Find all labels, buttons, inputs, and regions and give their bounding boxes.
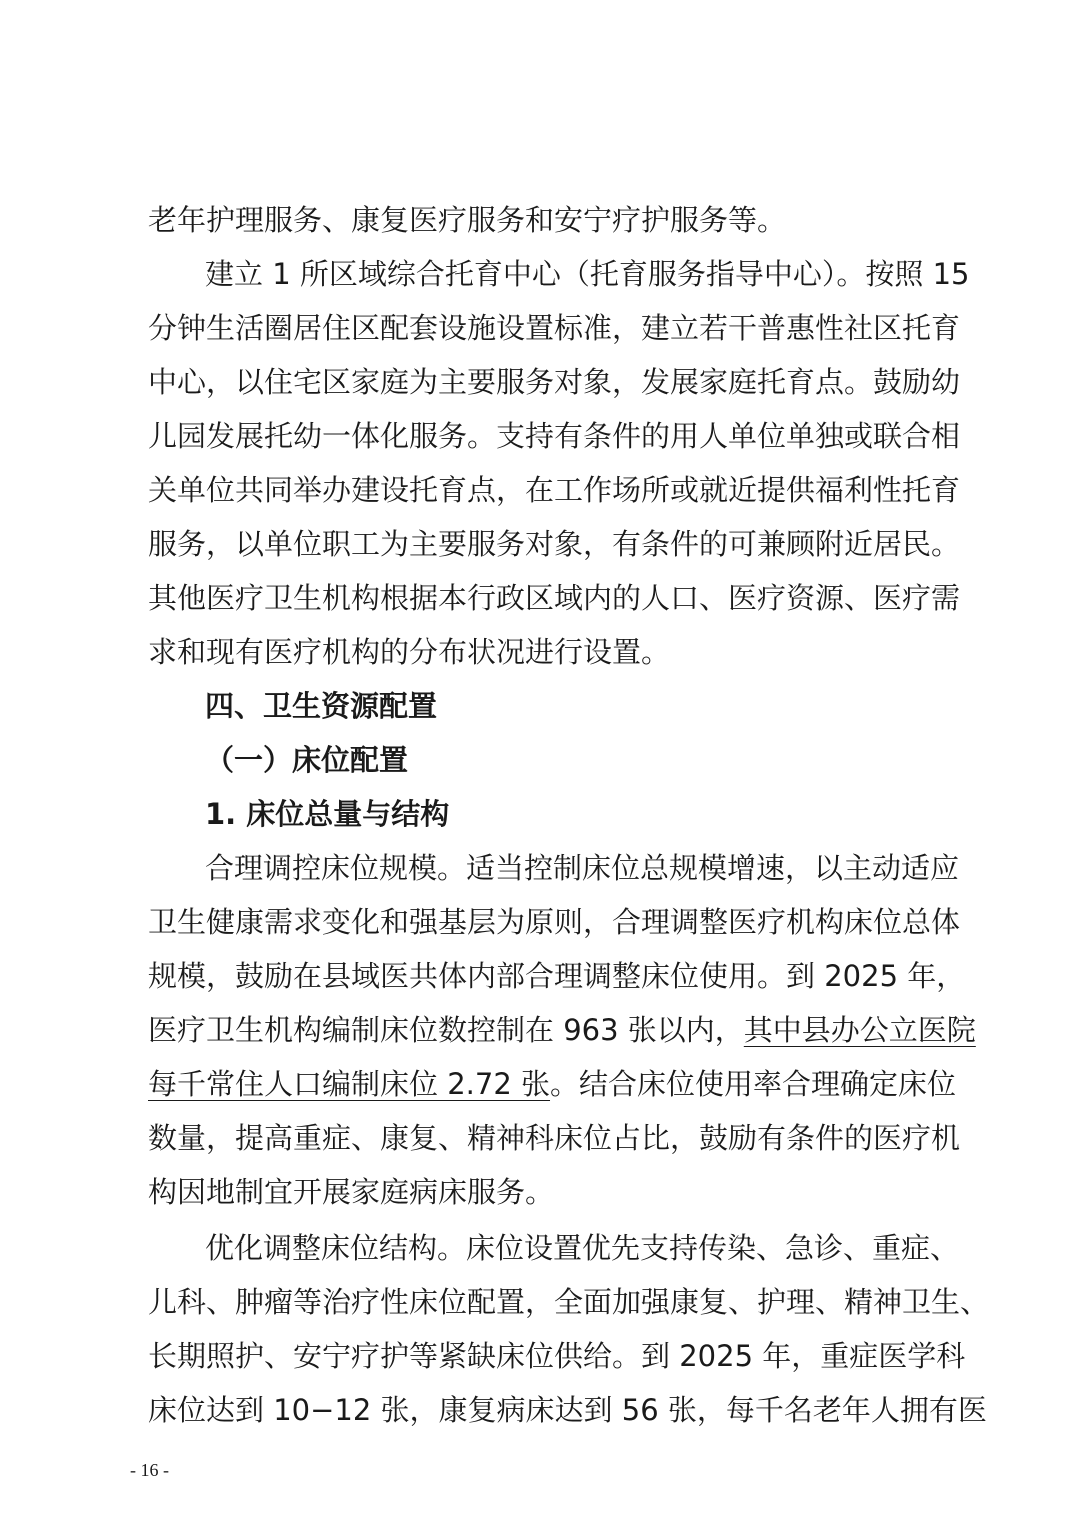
underlined-text: 其中县办公立医院 (743, 1013, 976, 1047)
line-text: 分钟生活圈居住区配套设施设置标准，建立若干普惠性社区托育 (148, 311, 961, 345)
subsection-heading (205, 738, 948, 782)
line-text: 关单位共同举办建设托育点，在工作场所或就近提供福利性托育 (148, 473, 961, 507)
paragraph-line (148, 900, 961, 944)
line-text: 中心，以住宅区家庭为主要服务对象，发展家庭托育点。鼓励幼 (148, 365, 961, 399)
paragraph-line (148, 468, 961, 512)
paragraph-line (148, 630, 948, 674)
paragraph-line (148, 576, 961, 620)
line-text: 优化调整床位结构。床位设置优先支持传染、急诊、重症、 (205, 1231, 960, 1265)
paragraph-line (148, 1170, 948, 1214)
paragraph-line (148, 414, 961, 458)
line-text: 其他医疗卫生机构根据本行政区域内的人口、医疗资源、医疗需 (148, 581, 961, 615)
paragraph-line (148, 1388, 987, 1432)
line-text: 长期照护、安宁疗护等紧缺床位供给。到 2025 年，重症医学科 (148, 1339, 966, 1373)
line-text: 合理调控床位规模。适当控制床位总规模增速，以主动适应 (205, 851, 960, 885)
paragraph-line (148, 1280, 990, 1324)
paragraph-line (148, 522, 961, 566)
paragraph-line (148, 1334, 966, 1378)
paragraph-line (148, 198, 948, 242)
line-text: 构因地制宜开展家庭病床服务。 (148, 1175, 555, 1209)
line-text: 儿科、肿瘤等治疗性床位配置，全面加强康复、护理、精神卫生、 (148, 1285, 990, 1319)
line-text: 数量，提高重症、康复、精神科床位占比，鼓励有条件的医疗机 (148, 1121, 961, 1155)
line-text: 儿园发展托幼一体化服务。支持有条件的用人单位单独或联合相 (148, 419, 961, 453)
line-text: 老年护理服务、康复医疗服务和安宁疗护服务等。 (148, 203, 787, 237)
section-heading (205, 684, 948, 728)
line-text: 求和现有医疗机构的分布状况进行设置。 (148, 635, 671, 669)
line-text: 医疗卫生机构编制床位数控制在 963 张以内， (148, 1013, 744, 1047)
page-number: - 16 - (130, 1460, 169, 1480)
line-text: 卫生健康需求变化和强基层为原则，合理调整医疗机构床位总体 (148, 905, 961, 939)
line-text: 。结合床位使用率合理确定床位 (550, 1067, 957, 1101)
heading-text: （一）床位配置 (205, 743, 409, 777)
line-text: 服务，以单位职工为主要服务对象，有条件的可兼顾附近居民。 (148, 527, 961, 561)
paragraph-line (148, 954, 966, 998)
line-text: 床位达到 10−12 张，康复病床达到 56 张，每千名老年人拥有医 (148, 1393, 987, 1427)
heading-text: 1. 床位总量与结构 (205, 797, 450, 831)
heading-text: 四、卫生资源配置 (205, 689, 438, 723)
paragraph-line (148, 1062, 957, 1106)
paragraph-line (205, 252, 970, 296)
paragraph-line (148, 1008, 976, 1052)
underlined-text: 每千常住人口编制床位 2.72 张 (148, 1067, 551, 1101)
line-text: 建立 1 所区域综合托育中心（托育服务指导中心）。按照 15 (205, 257, 970, 291)
paragraph-line (148, 360, 961, 404)
paragraph-line (205, 846, 960, 890)
paragraph-line (148, 306, 961, 350)
paragraph-line (148, 1116, 961, 1160)
paragraph-line (205, 1226, 960, 1270)
line-text: 规模，鼓励在县域医共体内部合理调整床位使用。到 2025 年， (148, 959, 966, 993)
sub-subsection-heading (205, 792, 948, 836)
